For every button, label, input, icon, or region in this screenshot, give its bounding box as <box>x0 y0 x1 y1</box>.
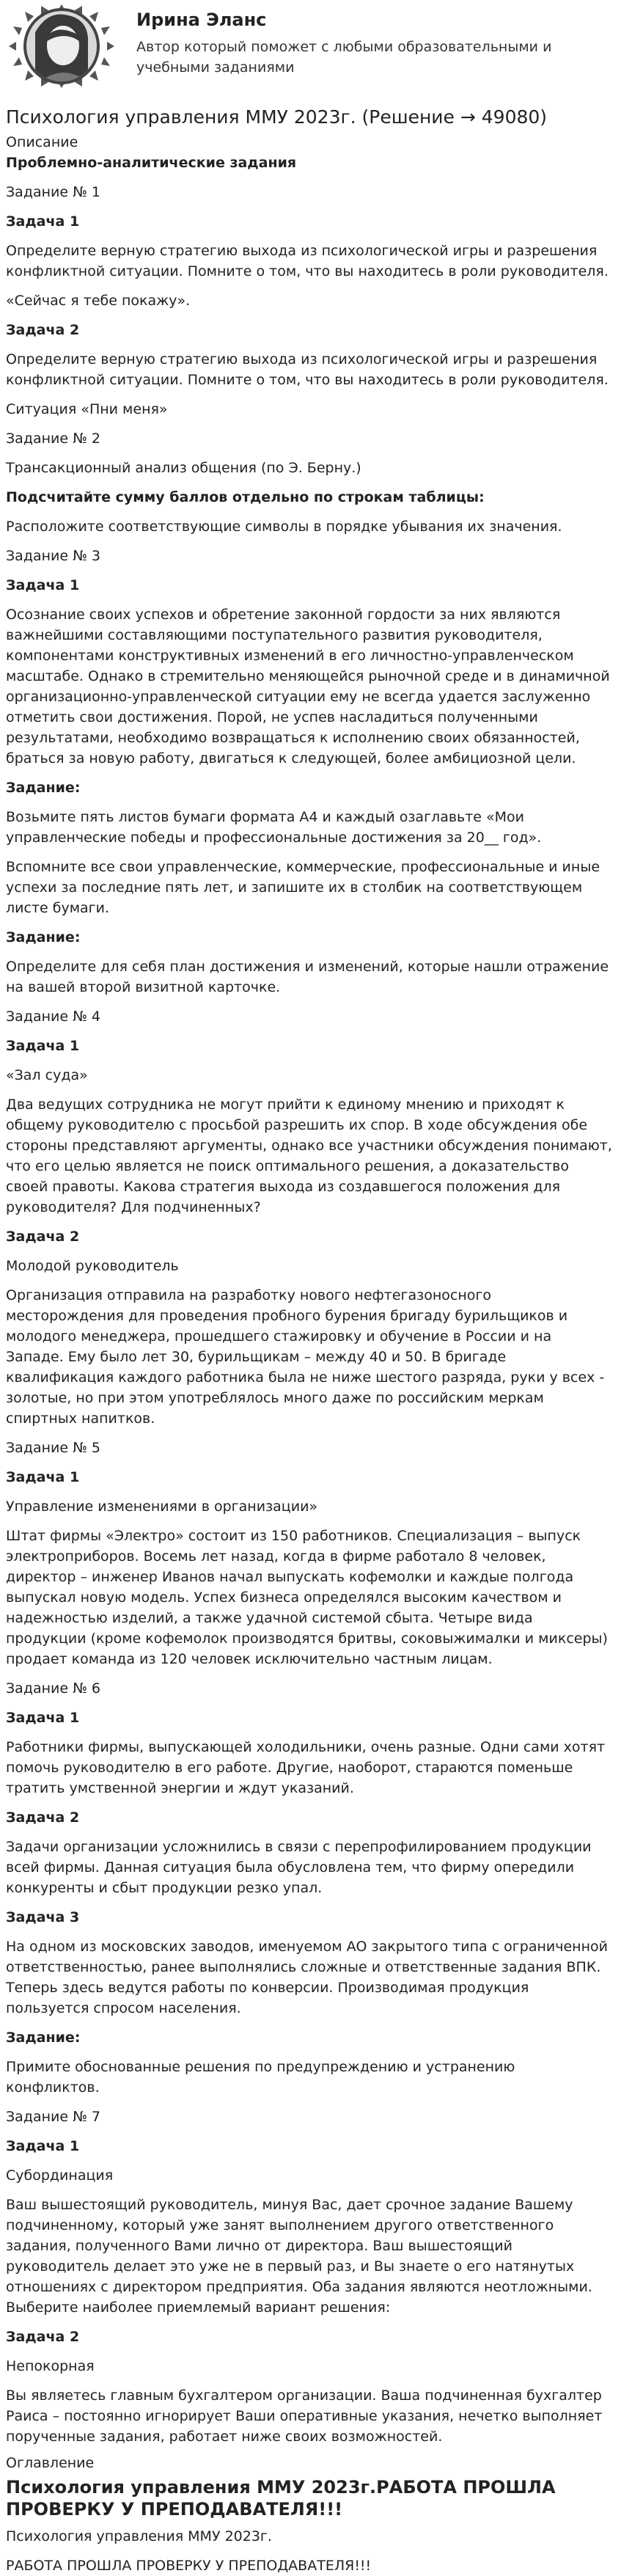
block-text: Определите верную стратегию выхода из психологической игры и разрешения конфликтной ситуации. Помните о том, что вы находитесь в роли руководителя. <box>6 243 609 279</box>
block-heading: Задача 2 <box>6 1810 80 1826</box>
section-heading: Проблемно-аналитические задания <box>6 155 297 171</box>
toc-line: РАБОТА ПРОШЛА ПРОВЕРКУ У ПРЕПОДАВАТЕЛЯ!!! <box>6 2558 372 2574</box>
block-text: «Сейчас я тебе покажу». <box>6 293 191 309</box>
author-name[interactable]: Ирина Эланс <box>136 10 267 30</box>
toc-line: Психология управления ММУ 2023г. <box>6 2528 272 2544</box>
block-text: Штат фирмы «Электро» состоит из 150 работников. Специализация – выпуск электроприборов. Восемь лет назад, когда в фирме работало 8 человек, директор – инженер Иванов начал выпускать кофемолки и каждые полгода выпускал новую модель. Успех бизнеса определялся высоким качеством и надежностью изделий, а также удачной системой сбыта. Четыре вида продукции (кроме кофемолок производятся бритвы, соковыжималки и миксеры) продает команда из 120 человек исключительно частным лицам. <box>6 1528 608 1667</box>
block-text: Два ведущих сотрудника не могут прийти к единому мнению и приходят к общему руководителю с просьбой разрешить их спор. В ходе обсуждения обе стороны представляют аргументы, однако все участники обсуждения понимают, что его целью является не поиск оптимального решения, а доказательство своей правоты. Какова стратегия выхода из создавшегося положения для руководителя? Для подчиненных? <box>6 1097 612 1215</box>
block-text: На одном из московских заводов, именуемом АО закрытого типа с ограниченной ответственностью, ранее выполнялись сложные и ответственные задания ВПК. Теперь здесь ведутся работы по конверсии. Производимая продукция пользуется спросом населения. <box>6 1939 608 2016</box>
block-text: Работники фирмы, выпускающей холодильники, очень разные. Одни сами хотят помочь руководителю в его работе. Другие, наоборот, стараются поменьше тратить умственной энергии и ждут указаний. <box>6 1739 606 1796</box>
block-heading: Задача 1 <box>6 577 80 593</box>
toc-label: Оглавление <box>6 2455 95 2471</box>
block-text: Задание № 3 <box>6 548 100 564</box>
block-text: Задание № 5 <box>6 1440 100 1456</box>
block-text: Определите верную стратегию выхода из психологической игры и разрешения конфликтной ситуации. Помните о том, что вы находитесь в роли руководителя. <box>6 351 609 388</box>
page-title: Психология управления ММУ 2023г. (Решение → 49080) <box>6 106 548 128</box>
block-heading: Задача 1 <box>6 213 80 230</box>
block-heading: Задача 1 <box>6 1710 80 1726</box>
block-text: «Зал суда» <box>6 1067 88 1083</box>
block-text: Задание № 6 <box>6 1680 100 1697</box>
block-text: Задание № 2 <box>6 431 100 447</box>
block-text: Трансакционный анализ общения (по Э. Берну.) <box>6 460 361 476</box>
block-text: Непокорная <box>6 2358 95 2374</box>
block-heading: Подсчитайте сумму баллов отдельно по строкам таблицы: <box>6 489 485 505</box>
block-text: Задание № 7 <box>6 2109 100 2125</box>
block-text: Ваш вышестоящий руководитель, минуя Вас, дает срочное задание Вашему подчиненному, который уже занят выполнением другого ответственного задания, полученного Вами лично от директора. Ваш вышестоящий руководитель делает это уже не в первый раз, и Вы знаете о его натянутых отношениях с директором предприятия. Оба задания являются неотложными. Выберите наиболее приемлемый вариант решения: <box>6 2197 592 2316</box>
block-heading: Задание: <box>6 780 81 796</box>
block-heading: Задача 1 <box>6 1038 80 1054</box>
block-text: Примите обоснованные решения по предупреждению и устранению конфликтов. <box>6 2059 515 2096</box>
author-description: Автор который поможет с любыми образовательными и учебными заданиями <box>136 39 552 76</box>
task-list <box>6 182 612 2447</box>
block-heading: Задание: <box>6 2030 81 2046</box>
block-text: Определите для себя план достижения и изменений, которые нашли отражение на вашей второй визитной карточке. <box>6 959 609 995</box>
block-heading: Задание: <box>6 929 81 945</box>
block-text: Вы являетесь главным бухгалтером организации. Ваша подчиненная бухгалтер Раиса – постоянно игнорирует Ваши оперативные указания, нечетко выполняет порученные задания, работает ниже своих возможностей. <box>6 2387 603 2445</box>
block-text: Управление изменениями в организации» <box>6 1499 318 1515</box>
description-label: Описание <box>6 134 78 150</box>
block-text: Организация отправила на разработку нового нефтегазоносного месторождения для проведения пробного бурения бригаду бурильщиков и молодого менеджера, прошедшего стажировку и обучение в России и на Западе. Ему было лет 30, бурильщикам – между 40 и 50. В бригаде квалификация каждого работника была не ниже шестого разряда, руки у всех - золотые, но при этом употреблялось много даже по российским меркам спиртных напитков. <box>6 1287 605 1427</box>
block-heading: Задача 1 <box>6 1469 80 1485</box>
block-text: Расположите соответствующие символы в порядке убывания их значения. <box>6 519 562 535</box>
author-card <box>0 0 621 95</box>
main-content <box>0 106 621 2576</box>
block-text: Вспомните все свои управленческие, коммерческие, профессиональные и иные успехи за последние пять лет, и запишите их в столбик на соответствующем листе бумаги. <box>6 859 600 916</box>
block-text: Субординация <box>6 2167 114 2184</box>
author-avatar-icon[interactable] <box>6 3 117 89</box>
block-heading: Задача 3 <box>6 1909 80 1925</box>
block-text: Осознание своих успехов и обретение законной гордости за них являются важнейшими составляющими поступательного развития руководителя, компонентами конструктивных изменений в его личностно-управленческом масштабе. Однако в стремительно меняющейся рыночной среде и в динамичной организационно-управленческой ситуации ему не всегда удается заслуженно отметить свои достижения. Порой, не успев насладиться полученными результатами, необходимо возвращаться к исполнению своих обязанностей, браться за новую работу, двигаться к следующей, более амбициозной цели. <box>6 607 610 766</box>
block-heading: Задача 2 <box>6 2329 80 2345</box>
block-text: Задание № 4 <box>6 1009 100 1025</box>
block-heading: Задача 2 <box>6 322 80 338</box>
block-text: Молодой руководитель <box>6 1258 179 1274</box>
block-heading: Задача 2 <box>6 1229 80 1245</box>
block-text: Ситуация «Пни меня» <box>6 401 168 417</box>
block-text: Возьмите пять листов бумаги формата А4 и каждый озаглавьте «Мои управленческие победы и профессиональные достижения за 20__ год». <box>6 809 542 846</box>
toc-title: Психология управления ММУ 2023г.РАБОТА ПРОШЛА ПРОВЕРКУ У ПРЕПОДАВАТЕЛЯ!!! <box>6 2477 556 2520</box>
block-text: Задачи организации усложнились в связи с перепрофилированием продукции всей фирмы. Данная ситуация была обусловлена тем, что фирму опередили конкуренты и сбыт продукции резко упал. <box>6 1839 592 1896</box>
block-text: Задание № 1 <box>6 184 100 200</box>
block-heading: Задача 1 <box>6 2138 80 2154</box>
